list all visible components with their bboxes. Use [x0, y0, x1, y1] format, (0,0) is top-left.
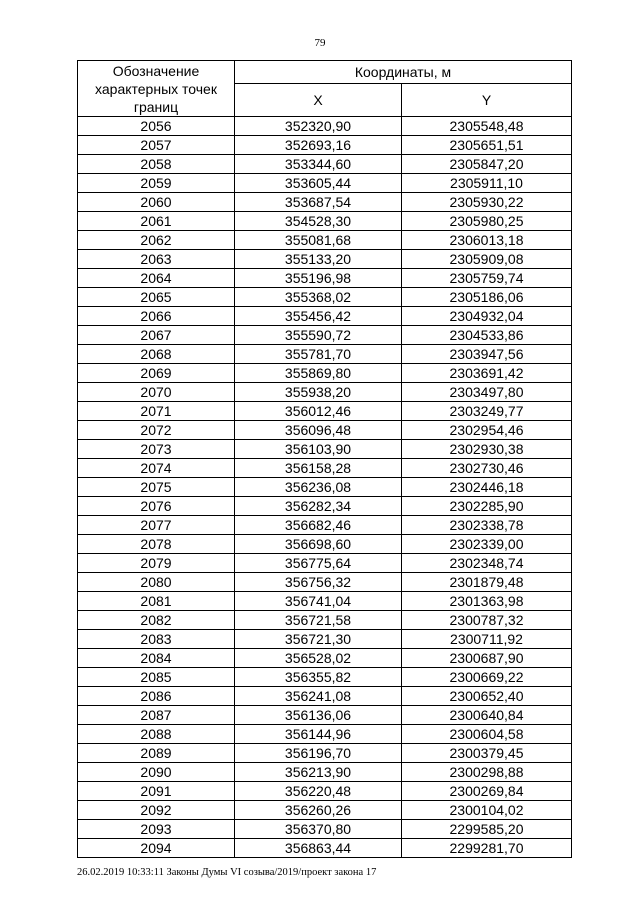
point-id-cell: 2089 [78, 744, 235, 763]
x-cell: 355869,80 [235, 364, 402, 383]
x-cell: 356741,04 [235, 592, 402, 611]
table-row [78, 440, 572, 459]
point-id-cell: 2072 [78, 421, 235, 440]
point-id-cell: 2070 [78, 383, 235, 402]
y-cell: 2300787,32 [402, 611, 572, 630]
y-cell: 2302285,90 [402, 497, 572, 516]
table-row [78, 573, 572, 592]
table-row [78, 231, 572, 250]
point-id-cell: 2060 [78, 193, 235, 212]
y-cell: 2304533,86 [402, 326, 572, 345]
table-row [78, 250, 572, 269]
x-cell: 356136,06 [235, 706, 402, 725]
table-row [78, 402, 572, 421]
y-cell: 2302730,46 [402, 459, 572, 478]
header-designation-line3: границ [133, 98, 179, 115]
y-cell: 2305759,74 [402, 269, 572, 288]
table-row [78, 364, 572, 383]
x-cell: 356012,46 [235, 402, 402, 421]
x-cell: 356144,96 [235, 725, 402, 744]
point-id-cell: 2071 [78, 402, 235, 421]
table-row [78, 668, 572, 687]
point-id-cell: 2083 [78, 630, 235, 649]
y-cell: 2300379,45 [402, 744, 572, 763]
x-cell: 356775,64 [235, 554, 402, 573]
y-cell: 2300269,84 [402, 782, 572, 801]
table-row [78, 687, 572, 706]
table-row [78, 630, 572, 649]
y-cell: 2305186,06 [402, 288, 572, 307]
point-id-cell: 2084 [78, 649, 235, 668]
point-id-cell: 2069 [78, 364, 235, 383]
point-id-cell: 2073 [78, 440, 235, 459]
x-cell: 356863,44 [235, 839, 402, 858]
header-x: X [235, 84, 402, 117]
y-cell: 2302339,00 [402, 535, 572, 554]
x-cell: 356220,48 [235, 782, 402, 801]
table-row [78, 174, 572, 193]
point-id-cell: 2094 [78, 839, 235, 858]
table-row [78, 288, 572, 307]
point-id-cell: 2076 [78, 497, 235, 516]
point-id-cell: 2057 [78, 136, 235, 155]
point-id-cell: 2082 [78, 611, 235, 630]
point-id-cell: 2061 [78, 212, 235, 231]
table-row [78, 611, 572, 630]
point-id-cell: 2086 [78, 687, 235, 706]
x-cell: 355781,70 [235, 345, 402, 364]
y-cell: 2304932,04 [402, 307, 572, 326]
y-cell: 2300669,22 [402, 668, 572, 687]
x-cell: 355590,72 [235, 326, 402, 345]
point-id-cell: 2059 [78, 174, 235, 193]
y-cell: 2302338,78 [402, 516, 572, 535]
table-row [78, 269, 572, 288]
y-cell: 2303249,77 [402, 402, 572, 421]
table-row [78, 326, 572, 345]
x-cell: 356528,02 [235, 649, 402, 668]
x-cell: 353687,54 [235, 193, 402, 212]
point-id-cell: 2093 [78, 820, 235, 839]
point-id-cell: 2075 [78, 478, 235, 497]
header-designation-line1: Обозначение [112, 62, 200, 79]
point-id-cell: 2067 [78, 326, 235, 345]
point-id-cell: 2090 [78, 763, 235, 782]
table-row [78, 117, 572, 136]
table-row [78, 136, 572, 155]
table-row [78, 516, 572, 535]
y-cell: 2300640,84 [402, 706, 572, 725]
table-row [78, 649, 572, 668]
y-cell: 2300298,88 [402, 763, 572, 782]
point-id-cell: 2081 [78, 592, 235, 611]
x-cell: 356721,30 [235, 630, 402, 649]
point-id-cell: 2079 [78, 554, 235, 573]
header-designation-line2: характерных точек [95, 80, 217, 97]
table-row [78, 497, 572, 516]
table-row [78, 706, 572, 725]
x-cell: 354528,30 [235, 212, 402, 231]
x-cell: 356282,34 [235, 497, 402, 516]
y-cell: 2300604,58 [402, 725, 572, 744]
x-cell: 356682,46 [235, 516, 402, 535]
x-cell: 355081,68 [235, 231, 402, 250]
y-cell: 2299585,20 [402, 820, 572, 839]
y-cell: 2302954,46 [402, 421, 572, 440]
point-id-cell: 2063 [78, 250, 235, 269]
point-id-cell: 2085 [78, 668, 235, 687]
header-y: Y [402, 84, 572, 117]
table-row [78, 478, 572, 497]
x-cell: 355456,42 [235, 307, 402, 326]
x-cell: 356096,48 [235, 421, 402, 440]
y-cell: 2300652,40 [402, 687, 572, 706]
table-row [78, 554, 572, 573]
y-cell: 2299281,70 [402, 839, 572, 858]
y-cell: 2302930,38 [402, 440, 572, 459]
x-cell: 356236,08 [235, 478, 402, 497]
table-body [78, 117, 572, 858]
y-cell: 2306013,18 [402, 231, 572, 250]
point-id-cell: 2091 [78, 782, 235, 801]
table-row [78, 820, 572, 839]
header-designation [78, 61, 235, 117]
x-cell: 353344,60 [235, 155, 402, 174]
y-cell: 2300104,02 [402, 801, 572, 820]
table-row [78, 212, 572, 231]
point-id-cell: 2074 [78, 459, 235, 478]
x-cell: 355938,20 [235, 383, 402, 402]
table-row [78, 592, 572, 611]
y-cell: 2303691,42 [402, 364, 572, 383]
y-cell: 2301879,48 [402, 573, 572, 592]
table-row [78, 421, 572, 440]
table-row [78, 744, 572, 763]
y-cell: 2302348,74 [402, 554, 572, 573]
y-cell: 2305651,51 [402, 136, 572, 155]
x-cell: 356370,80 [235, 820, 402, 839]
table-row [78, 459, 572, 478]
point-id-cell: 2066 [78, 307, 235, 326]
y-cell: 2300711,92 [402, 630, 572, 649]
x-cell: 355196,98 [235, 269, 402, 288]
y-cell: 2301363,98 [402, 592, 572, 611]
table-row [78, 345, 572, 364]
table-row [78, 383, 572, 402]
y-cell: 2305847,20 [402, 155, 572, 174]
x-cell: 356196,70 [235, 744, 402, 763]
x-cell: 352320,90 [235, 117, 402, 136]
x-cell: 355368,02 [235, 288, 402, 307]
x-cell: 352693,16 [235, 136, 402, 155]
footer-stamp: 26.02.2019 10:33:11 Законы Думы VI созыва/2019/проект закона 17 [77, 867, 377, 878]
coordinates-table [77, 60, 572, 858]
table-row [78, 535, 572, 554]
header-coordinates: Координаты, м [235, 61, 572, 84]
y-cell: 2305930,22 [402, 193, 572, 212]
table-row [78, 307, 572, 326]
point-id-cell: 2064 [78, 269, 235, 288]
y-cell: 2300687,90 [402, 649, 572, 668]
table-row [78, 763, 572, 782]
table-row [78, 839, 572, 858]
x-cell: 356158,28 [235, 459, 402, 478]
x-cell: 356721,58 [235, 611, 402, 630]
point-id-cell: 2078 [78, 535, 235, 554]
x-cell: 353605,44 [235, 174, 402, 193]
x-cell: 356756,32 [235, 573, 402, 592]
x-cell: 356213,90 [235, 763, 402, 782]
table-row [78, 155, 572, 174]
x-cell: 356241,08 [235, 687, 402, 706]
point-id-cell: 2092 [78, 801, 235, 820]
x-cell: 356260,26 [235, 801, 402, 820]
y-cell: 2305548,48 [402, 117, 572, 136]
y-cell: 2303497,80 [402, 383, 572, 402]
table-row [78, 782, 572, 801]
table-row [78, 801, 572, 820]
point-id-cell: 2087 [78, 706, 235, 725]
x-cell: 356103,90 [235, 440, 402, 459]
point-id-cell: 2077 [78, 516, 235, 535]
point-id-cell: 2065 [78, 288, 235, 307]
table-row [78, 725, 572, 744]
y-cell: 2303947,56 [402, 345, 572, 364]
point-id-cell: 2062 [78, 231, 235, 250]
point-id-cell: 2058 [78, 155, 235, 174]
y-cell: 2302446,18 [402, 478, 572, 497]
x-cell: 356355,82 [235, 668, 402, 687]
table-row [78, 193, 572, 212]
point-id-cell: 2088 [78, 725, 235, 744]
point-id-cell: 2068 [78, 345, 235, 364]
x-cell: 355133,20 [235, 250, 402, 269]
y-cell: 2305909,08 [402, 250, 572, 269]
x-cell: 356698,60 [235, 535, 402, 554]
y-cell: 2305980,25 [402, 212, 572, 231]
page-number: 79 [314, 37, 326, 49]
point-id-cell: 2080 [78, 573, 235, 592]
y-cell: 2305911,10 [402, 174, 572, 193]
table-header [78, 61, 572, 117]
point-id-cell: 2056 [78, 117, 235, 136]
